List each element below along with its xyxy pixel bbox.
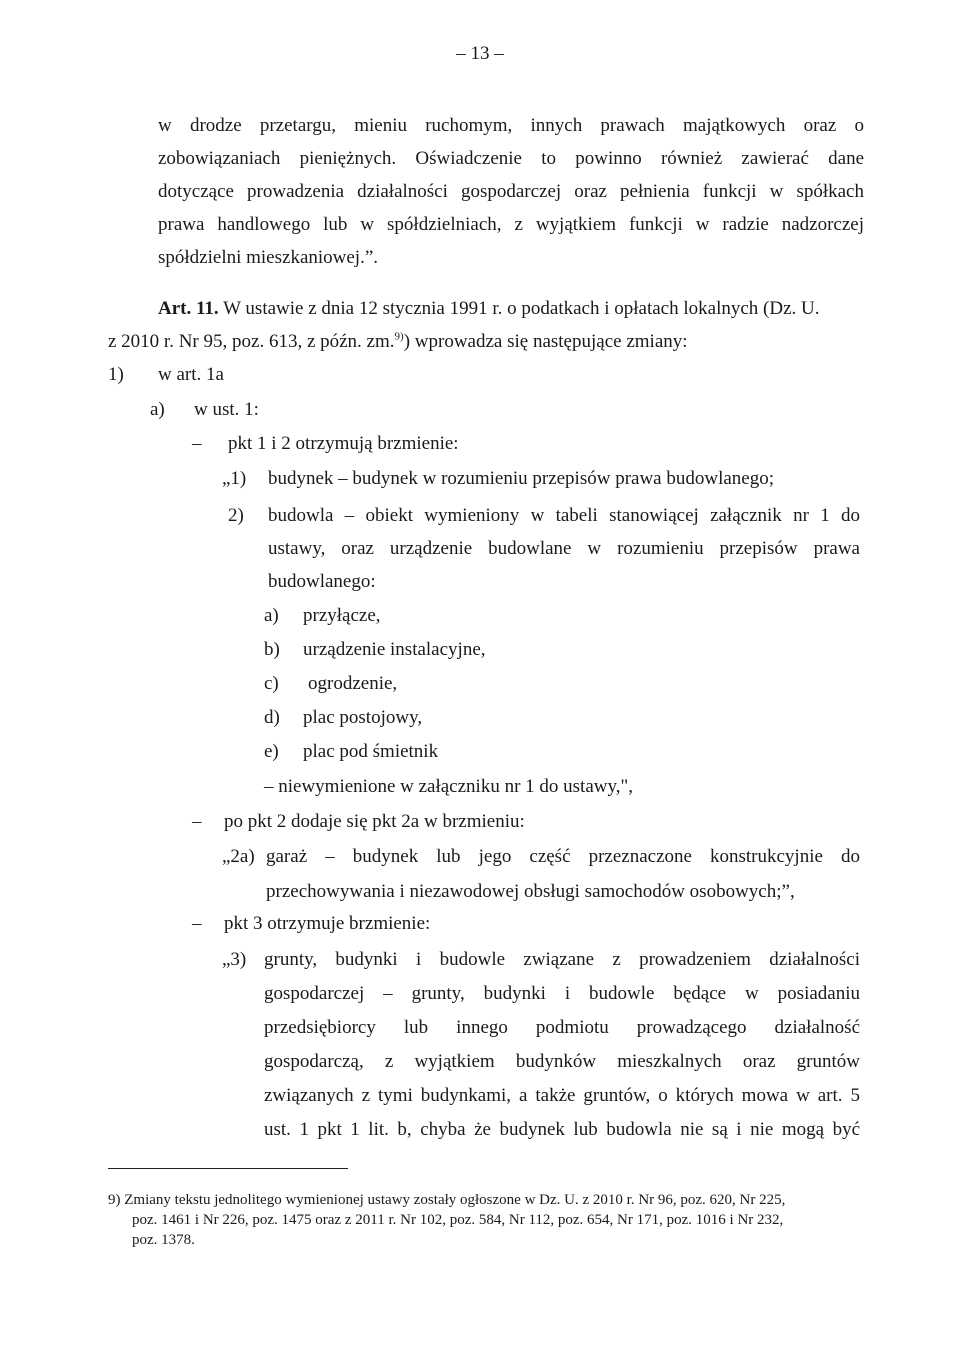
article-line-2: [108, 326, 688, 358]
article-text: W ustawie z dnia 12 stycznia 1991 r. o podatkach i opłatach lokalnych (Dz. U.: [218, 298, 820, 319]
sub-item-number: d): [264, 707, 280, 728]
sub-item-number: b): [264, 639, 280, 660]
sub-item-text: ogrodzenie,: [308, 673, 398, 694]
definition-line: gospodarczej – grunty, budynki i budowle będące w posiadaniu: [264, 983, 860, 1004]
footnote-line: poz. 1378.: [132, 1232, 195, 1248]
sub-item-number: a): [264, 605, 279, 626]
footnote-line: poz. 1461 i Nr 226, poz. 1475 oraz z 2011 r. Nr 102, poz. 584, Nr 112, poz. 654, Nr 171, poz. 1016 i Nr 232,: [132, 1212, 784, 1228]
definition-line: ustawy, oraz urządzenie budowlane w rozumieniu przepisów prawa: [268, 538, 860, 559]
dash-text: pkt 1 i 2 otrzymują brzmienie:: [228, 433, 459, 454]
article-citation: z 2010 r. Nr 95, poz. 613, z późn. zm.: [108, 331, 395, 352]
sub-item-number: e): [264, 741, 279, 762]
definition-tail: – niewymienione w załączniku nr 1 do ustawy,",: [264, 776, 634, 797]
item-text: w ust. 1:: [194, 399, 259, 420]
definition-number: 2): [228, 505, 244, 526]
footnote-separator: [108, 1168, 348, 1169]
intro-line: dotyczące prowadzenia działalności gospodarczej oraz pełnienia funkcji w spółkach: [158, 181, 864, 202]
definition-line: przedsiębiorcy lub innego podmiotu prowadzącego działalność: [264, 1017, 860, 1038]
dash-marker: –: [192, 913, 202, 934]
intro-line: prawa handlowego lub w spółdzielniach, z wyjątkiem funkcji w radzie nadzorczej: [158, 214, 864, 235]
intro-line: w drodze przetargu, mieniu ruchomym, innych prawach majątkowych oraz o: [158, 115, 864, 136]
definition-line: garaż – budynek lub jego część przeznaczone konstrukcyjnie do: [266, 846, 860, 867]
article-label: Art. 11.: [158, 298, 219, 319]
sub-item-text: plac postojowy,: [303, 707, 423, 728]
item-number: a): [150, 399, 165, 420]
item-text: w art. 1a: [158, 364, 224, 385]
footnote-ref: 9): [394, 330, 404, 343]
page-number: – 13 –: [456, 43, 504, 64]
sub-item-number: c): [264, 673, 279, 694]
item-number: 1): [108, 364, 124, 385]
article-intro: ) wprowadza się następujące zmiany:: [403, 331, 688, 352]
intro-line: zobowiązaniach pieniężnych. Oświadczenie to powinno również zawierać dane: [158, 148, 864, 169]
definition-line: przechowywania i niezawodowej obsługi samochodów osobowych;”,: [266, 881, 795, 902]
dash-marker: –: [192, 433, 202, 454]
sub-item-text: plac pod śmietnik: [303, 741, 439, 762]
definition-text: budynek – budynek w rozumieniu przepisów prawa budowlanego;: [268, 468, 775, 489]
dash-text: pkt 3 otrzymuje brzmienie:: [224, 913, 431, 934]
dash-marker: –: [192, 811, 202, 832]
definition-line: budowlanego:: [268, 571, 376, 592]
definition-line: grunty, budynki i budowle związane z prowadzeniem działalności: [264, 949, 860, 970]
definition-line: budowla – obiekt wymieniony w tabeli stanowiącej załącznik nr 1 do: [268, 505, 860, 526]
sub-item-text: przyłącze,: [303, 605, 381, 626]
definition-line: związanych z tymi budynkami, a także gruntów, o których mowa w art. 5: [264, 1085, 860, 1106]
definition-number: „1): [222, 468, 247, 489]
dash-text: po pkt 2 dodaje się pkt 2a w brzmieniu:: [224, 811, 525, 832]
intro-line: spółdzielni mieszkaniowej.”.: [158, 247, 379, 268]
definition-number: „3): [222, 949, 247, 970]
definition-line: gospodarczą, z wyjątkiem budynków mieszkalnych oraz gruntów: [264, 1051, 860, 1072]
sub-item-text: urządzenie instalacyjne,: [303, 639, 486, 660]
footnote-line: 9) Zmiany tekstu jednolitego wymienionej ustawy zostały ogłoszone w Dz. U. z 2010 r. Nr 96, poz. 620, Nr 225,: [108, 1192, 786, 1208]
article-heading: [158, 293, 820, 325]
definition-line: ust. 1 pkt 1 lit. b, chyba że budynek lub budowla nie są i nie mogą być: [264, 1119, 860, 1140]
definition-number: „2a): [222, 846, 255, 867]
